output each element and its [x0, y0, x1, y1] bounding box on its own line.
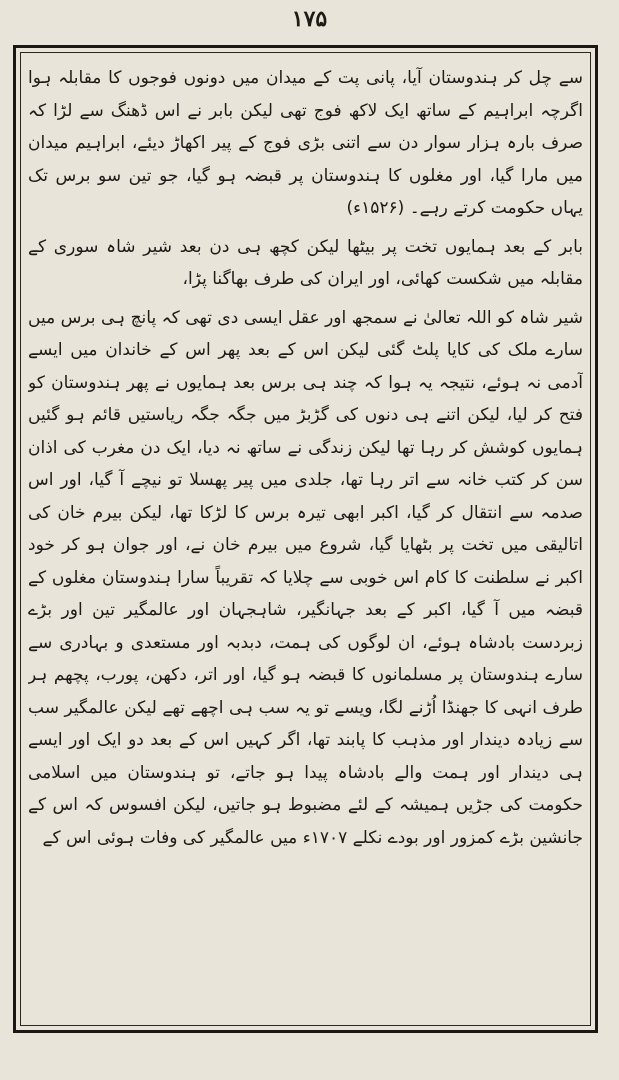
paragraph: شیر شاہ کو اللہ تعالیٰ نے سمجھ اور عقل ایسی دی تھی کہ پانچ ہی برس میں سارے ملک کی کایا پلٹ گئی لیکن اس کے بعد پھر اس کے خاندان میں ایسے آدمی نہ ہوئے، نتیجہ یہ ہوا کہ چند ہی برس بعد ہمایوں نے پھر ہندوستان کو فتح کر لیا، لیکن اتنے ہی دنوں کی گڑبڑ میں جگہ جگہ ریاستیں قائم ہو گئیں ہمایوں کوشش کر رہا تھا لیکن زندگی نے ساتھ نہ دیا، ایک دن مغرب کی اذان سن کر کتب خانہ سے اتر رہا تھا، جلدی میں پیر پھسلا تو نیچے آ گیا، اور اس صدمہ سے انتقال کر گیا، اکبر ابھی تیرہ برس کا لڑکا تھا، لیکن بیرم خان کی اتالیقی میں تخت پر بٹھایا گیا، شروع میں بیرم خان نے، اور جوان ہو کر خود اکبر نے سلطنت کا کام اس خوبی سے چلایا کہ تقریباً سارا ہندوستان مغلوں کے قبضہ میں آ گیا، اکبر کے بعد جہانگیر، شاہجہان اور عالمگیر تین اور بڑے زبردست بادشاہ ہوئے، ان لوگوں کی ہمت، دبدبہ اور مستعدی و بہادری سے سارے ہندوستان پر مسلمانوں کا قبضہ ہو گیا، اور اتر، دکھن، پورب، پچھم ہر طرف انہی کا جھنڈا اُڑنے لگا، ویسے تو یہ سب ہی اچھے تھے لیکن عالمگیر سب سے زیادہ دیندار اور مذہب کا پابند تھا، اگر کہیں اس کے بعد دو ایک اور ایسے ہی دیندار اور ہمت والے بادشاہ پیدا ہو جاتے، تو ہندوستان میں اسلامی حکومت کی جڑیں ہمیشہ کے لئے مضبوط ہو جاتیں، لیکن افسوس کہ اس کے جانشین بڑے کمزور اور بودے نکلے ۱۷۰۷ء میں عالمگیر کی وفات ہوئی اس کے [28, 307, 583, 848]
paragraph: بابر کے بعد ہمایوں تخت پر بیٹھا لیکن کچھ ہی دن بعد شیر شاہ سوری کے مقابلہ میں شکست کھائی، اور ایران کی طرف بھاگنا پڑا، [28, 236, 583, 289]
paragraph: سے چل کر ہندوستان آیا، پانی پت کے میدان میں دونوں فوجوں کا مقابلہ ہوا اگرچہ ابراہیم کے ساتھ ایک لاکھ فوج تھی لیکن بابر نے اس ڈھنگ سے لڑا کہ صرف بارہ ہزار سوار دن سے اتنی بڑی فوج کے پیر اکھاڑ دیئے، ابراہیم میدان میں مارا گیا، اور مغلوں کا ہندوستان پر قبضہ ہو گیا، جو تین سو برس تک یہاں حکومت کرتے رہے۔ (۱۵۲۶ء) [28, 68, 583, 218]
page-number: ۱۷۵ [291, 6, 328, 32]
text-block [28, 62, 583, 1020]
